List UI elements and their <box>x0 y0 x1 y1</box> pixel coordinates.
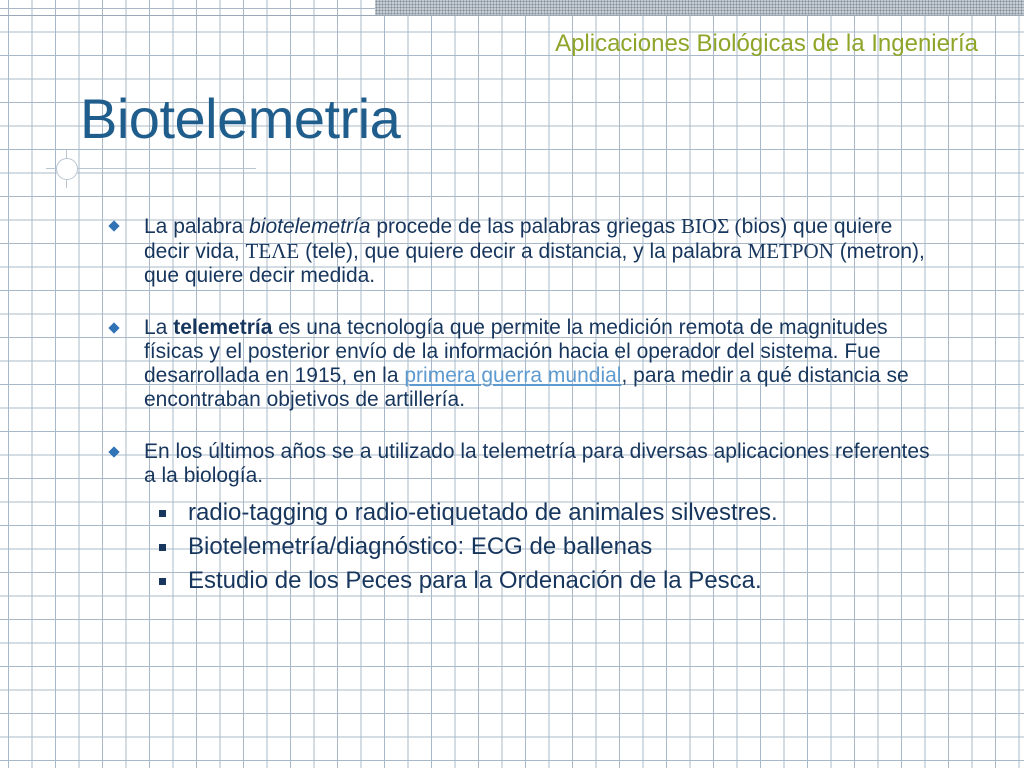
list-item-text: Biotelemetría/diagnóstico: ECG de ballenas <box>188 533 653 560</box>
bullet-1-text-e: (metron), que quiere decir medida. <box>144 240 925 287</box>
greek-word-tele: ΤΕΛΕ <box>245 239 300 263</box>
greek-word-bios: ΒΙΟΣ ( <box>681 214 742 238</box>
sub-bullet-list <box>144 496 934 598</box>
slide-header: Aplicaciones Biológicas de la Ingeniería <box>555 30 978 57</box>
slide-title: Biotelemetria <box>80 87 401 150</box>
slide-body <box>104 214 934 598</box>
bullet-1-text-c: bios) que quiere decir vida, <box>144 215 893 263</box>
list-item <box>144 496 934 530</box>
bullet-1-text-d: (tele), que quiere decir a distancia, y la palabra <box>299 240 748 263</box>
list-item <box>144 530 934 564</box>
bullet-2-text-c: , para medir a qué distancia se encontraban objetivos de artillería. <box>144 364 909 411</box>
bullet-1-text-a: La palabra <box>144 215 250 238</box>
title-crosshair-circle <box>56 158 78 180</box>
top-divider <box>0 15 1024 16</box>
link-primera-guerra-mundial[interactable]: primera guerra mundial <box>404 364 622 387</box>
bullet-paragraph-3 <box>104 440 934 598</box>
bullet-paragraph-1 <box>104 214 934 288</box>
term-telemetria: telemetría <box>173 316 273 339</box>
list-item-text: Estudio de los Peces para la Ordenación de la Pesca. <box>188 567 762 594</box>
greek-word-metron: ΜΕΤΡΟΝ <box>747 239 834 263</box>
diamond-bullet-icon <box>108 322 119 333</box>
square-bullet-icon <box>159 510 166 517</box>
list-item-text: radio-tagging o radio-etiquetado de animales silvestres. <box>188 499 778 526</box>
square-bullet-icon <box>159 544 166 551</box>
term-biotelemetria: biotelemetría <box>249 215 371 238</box>
bullet-2-text-a: La <box>144 316 174 339</box>
list-item <box>144 564 934 598</box>
diamond-bullet-icon <box>108 446 119 457</box>
top-decorative-band <box>375 0 1024 15</box>
square-bullet-icon <box>159 578 166 585</box>
bullet-2-text-b: es una tecnología que permite la medición remota de magnitudes físicas y el posterior envío de la información hacia el operador del sistema. Fue desarrollada en 1915, en la <box>144 316 888 387</box>
bullet-paragraph-2 <box>104 316 934 412</box>
bullet-1-text-b: procede de las palabras griegas <box>370 215 682 238</box>
diamond-bullet-icon <box>108 220 119 231</box>
bullet-3-text: En los últimos años se a utilizado la telemetría para diversas aplicaciones referentes a la biología. <box>144 440 930 487</box>
